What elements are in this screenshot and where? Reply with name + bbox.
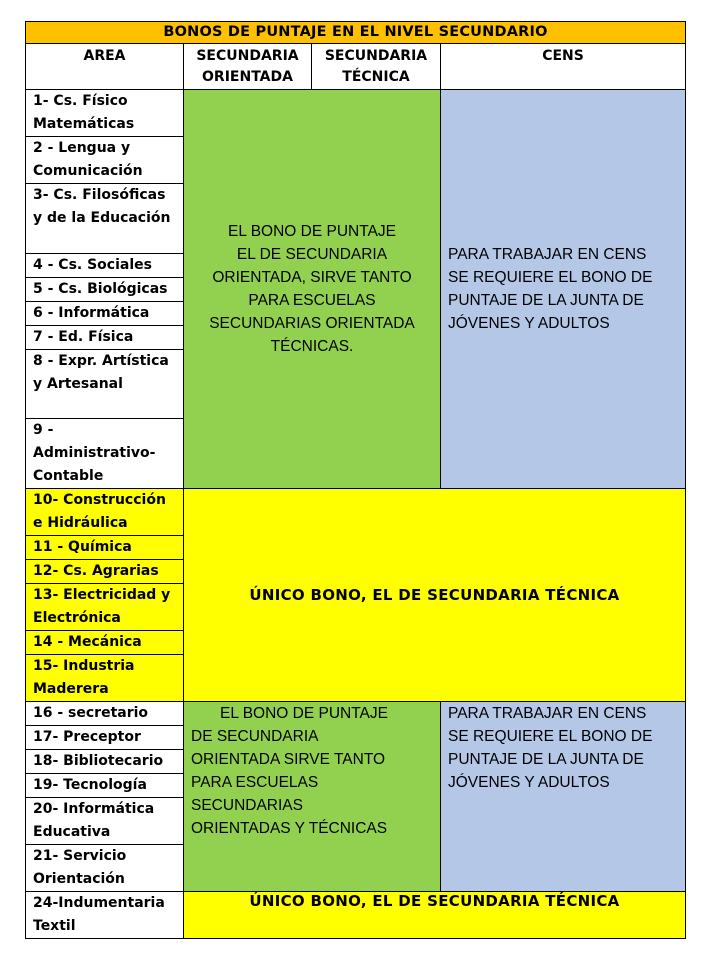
group3-note-title: EL BONO DE PUNTAJE (220, 705, 388, 722)
area-cell: 5 - Cs. Biológicas (26, 278, 184, 302)
group4-tecnica-note: ÚNICO BONO, EL DE SECUNDARIA TÉCNICA (184, 892, 686, 939)
table-row (26, 892, 686, 939)
area-cell: 12- Cs. Agrarias (26, 560, 184, 584)
table-title: BONOS DE PUNTAJE EN EL NIVEL SECUNDARIO (26, 22, 686, 44)
area-cell: 24-Indumentaria Textil (26, 892, 184, 939)
area-cell: 13- Electricidad y Electrónica (26, 584, 184, 631)
area-cell: 15- Industria Maderera (26, 655, 184, 702)
area-cell: 6 - Informática (26, 302, 184, 326)
group1-cens-note: PARA TRABAJAR EN CENS SE REQUIERE EL BONO DE PUNTAJE DE LA JUNTA DE JÓVENES Y ADULTOS (441, 90, 686, 489)
area-cell: 11 - Química (26, 536, 184, 560)
header-secundaria-tecnica: SECUNDARIA TÉCNICA (312, 44, 441, 90)
group3-cens-note: PARA TRABAJAR EN CENS SE REQUIERE EL BONO DE PUNTAJE DE LA JUNTA DE JÓVENES Y ADULTOS (441, 702, 686, 892)
area-cell: 19- Tecnología (26, 774, 184, 798)
group1-orientada-note: EL BONO DE PUNTAJE EL DE SECUNDARIA ORIENTADA, SIRVE TANTO PARA ESCUELAS SECUNDARIAS ORIENTADA TÉCNICAS. (184, 90, 441, 489)
group3-note-body: DE SECUNDARIA ORIENTADA SIRVE TANTO PARA ESCUELAS SECUNDARIAS ORIENTADAS Y TÉCNICAS (191, 728, 388, 837)
title-row (26, 22, 686, 44)
group2-tecnica-note: ÚNICO BONO, EL DE SECUNDARIA TÉCNICA (184, 489, 686, 702)
area-cell: 17- Preceptor (26, 726, 184, 750)
area-cell: 14 - Mecánica (26, 631, 184, 655)
area-cell: 16 - secretario (26, 702, 184, 726)
area-cell: 21- Servicio Orientación (26, 845, 184, 892)
area-cell: 3- Cs. Filosóficas y de la Educación (26, 184, 184, 254)
table-row (26, 489, 686, 536)
header-area: AREA (26, 44, 184, 90)
area-cell: 4 - Cs. Sociales (26, 254, 184, 278)
area-cell: 10- Construcción e Hidráulica (26, 489, 184, 536)
table-row (26, 702, 686, 726)
bonos-table (25, 21, 686, 939)
area-cell: 7 - Ed. Física (26, 326, 184, 350)
table-row (26, 90, 686, 137)
area-cell: 9 - Administrativo-Contable (26, 419, 184, 489)
header-cens: CENS (441, 44, 686, 90)
group3-orientada-note (184, 702, 441, 892)
area-cell: 8 - Expr. Artística y Artesanal (26, 350, 184, 419)
header-row (26, 44, 686, 90)
header-secundaria-orientada: SECUNDARIA ORIENTADA (184, 44, 312, 90)
area-cell: 2 - Lengua y Comunicación (26, 137, 184, 184)
area-cell: 20- Informática Educativa (26, 798, 184, 845)
area-cell: 1- Cs. Físico Matemáticas (26, 90, 184, 137)
area-cell: 18- Bibliotecario (26, 750, 184, 774)
